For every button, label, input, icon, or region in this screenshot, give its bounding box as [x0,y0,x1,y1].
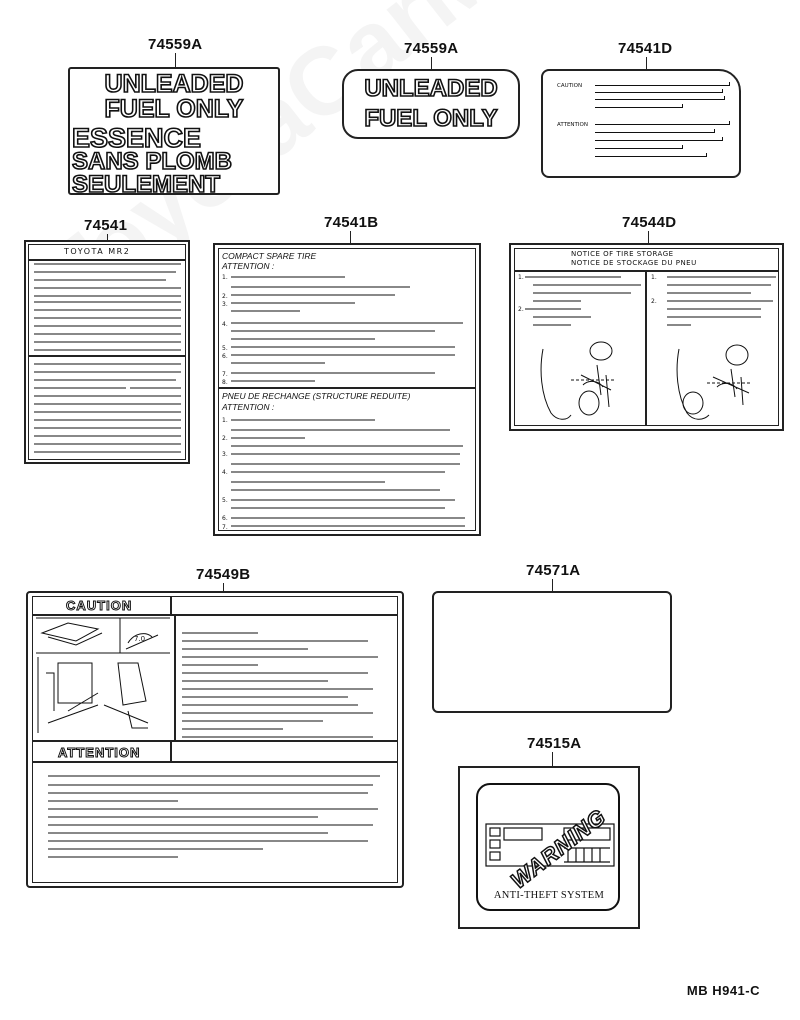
svg-text:3.: 3. [222,301,228,308]
label-text: ESSENCE [72,123,202,153]
svg-text:7.0: 7.0 [134,635,146,643]
leader-line [552,579,553,591]
part-number-74571A: 74571A [526,562,581,579]
svg-text:5.: 5. [222,497,228,504]
svg-text:7.: 7. [222,524,228,531]
label-header: TOYOTA MR2 [64,247,131,256]
label-text: SEULEMENT [72,171,221,198]
warning-text: WARNING [506,803,611,894]
label-blank-plate[interactable] [432,591,672,713]
label-tire-storage-notice[interactable] [509,243,784,431]
text-line [595,92,723,93]
label-caution-attention-small[interactable] [541,69,741,178]
notice-title-en: NOTICE OF TIRE STORAGE [571,250,674,258]
part-number-74541B: 74541B [324,214,379,231]
text-line [595,85,730,86]
leader-line [175,53,176,67]
attention-heading: ATTENTION [557,122,588,128]
attention-heading-en: ATTENTION : [222,261,275,271]
notice-title-fr: NOTICE DE STOCKAGE DU PNEU [571,259,697,267]
text-line [595,107,683,108]
svg-text:2.: 2. [651,298,657,305]
part-number-74559A-small: 74559A [404,40,459,57]
svg-text:1.: 1. [222,274,228,281]
svg-text:6.: 6. [222,515,228,522]
figure-code: MB H941-C [686,983,760,998]
part-number-74541D: 74541D [618,40,673,57]
caution-heading: CAUTION [557,83,583,89]
leader-line [552,752,553,766]
svg-text:3.: 3. [222,451,228,458]
part-number-74549B: 74549B [196,566,251,583]
label-vehicle-info-mr2[interactable] [24,240,190,464]
svg-text:5.: 5. [222,345,228,352]
svg-text:8.: 8. [222,379,228,386]
caution-header: CAUTION [66,598,133,613]
part-number-74541: 74541 [84,217,128,234]
svg-text:1.: 1. [651,274,657,281]
label-unleaded-fuel-bilingual[interactable] [68,67,280,198]
tire-storage-illustrations [511,245,781,429]
label-text: UNLEADED [364,75,498,102]
text-line [595,156,707,157]
spare-tire-heading-en: COMPACT SPARE TIRE [222,251,317,261]
attention-header: ATTENTION [58,745,141,760]
text-line [595,99,725,100]
svg-text:4.: 4. [222,469,228,476]
text-lines-graphic [26,242,186,462]
svg-text:4.: 4. [222,321,228,328]
label-caution-attention-large[interactable] [26,591,404,888]
svg-text:2.: 2. [222,435,228,442]
anti-theft-system-text: ANTI-THEFT SYSTEM [493,890,605,901]
label-text: FUEL ONLY [364,105,498,132]
text-lines-graphic [215,245,477,535]
svg-text:7.: 7. [222,371,228,378]
leader-line [431,57,432,69]
part-number-74559A-large: 74559A [148,36,203,53]
text-line [595,148,683,149]
caution-illustration [28,593,400,885]
svg-text:2.: 2. [222,293,228,300]
label-text: SANS PLOMB [72,148,233,175]
text-line [595,124,730,125]
label-unleaded-fuel-only[interactable] [342,69,520,139]
part-number-74544D: 74544D [622,214,677,231]
spare-tire-heading-fr: PNEU DE RECHANGE (STRUCTURE REDUITE) [222,391,411,401]
svg-text:1.: 1. [518,274,524,281]
attention-heading-fr: ATTENTION : [222,402,275,412]
leader-line [646,57,647,69]
text-line [595,140,723,141]
leader-line [223,583,224,591]
label-anti-theft-warning[interactable] [458,766,640,929]
part-number-74515A: 74515A [527,735,582,752]
svg-text:6.: 6. [222,353,228,360]
label-text: FUEL ONLY [104,95,244,123]
leader-line [350,231,351,243]
text-line [595,132,715,133]
leader-line [648,231,649,243]
svg-text:1.: 1. [222,417,228,424]
label-text: UNLEADED [104,70,244,98]
label-compact-spare-tire[interactable] [213,243,481,536]
svg-text:2.: 2. [518,306,524,313]
